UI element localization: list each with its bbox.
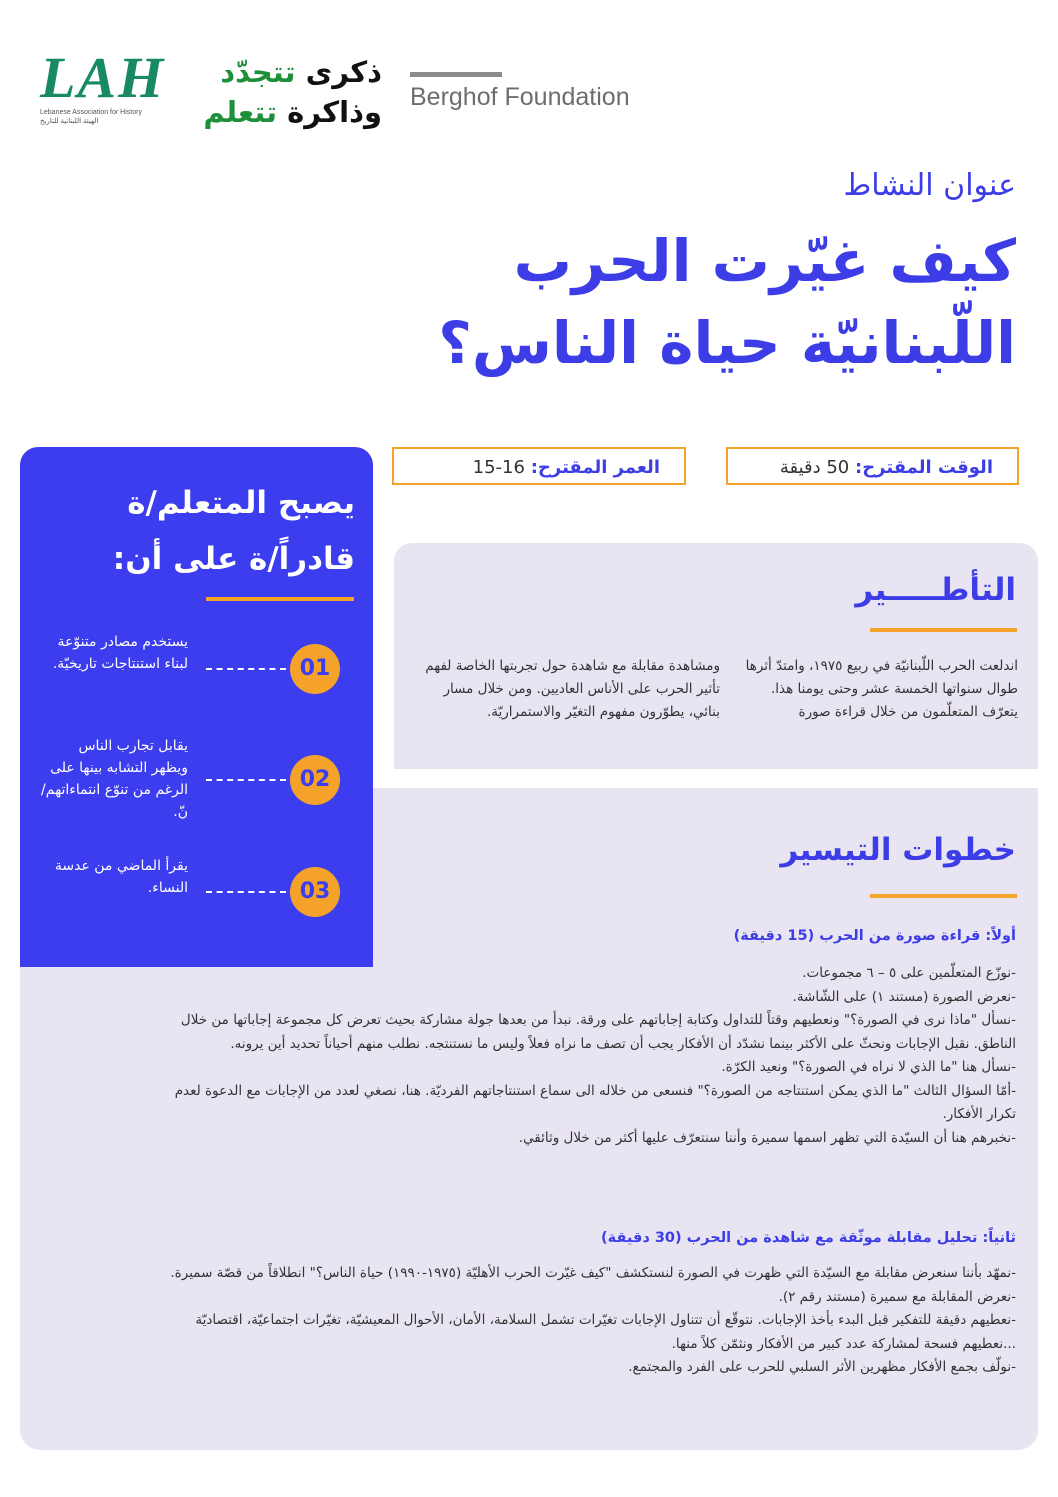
page-title <box>438 220 1016 384</box>
step-one-item: -نوزّع المتعلّمين على ٥ – ٦ مجموعات. <box>802 965 1016 981</box>
steps-title: خطوات التيسير <box>780 832 1016 868</box>
berghof-logo-bar <box>410 72 502 77</box>
steps-underline <box>870 894 1017 898</box>
objective-connector <box>206 891 286 893</box>
step-two-heading: ثانياً: تحليل مقابلة موثّقة مع شاهدة من الحرب (30 دقيقة) <box>601 1230 1016 1246</box>
objective-connector <box>206 779 286 781</box>
objective-text: يستخدم مصادر متنوّعة لبناء استنتاجات تاريخيّة. <box>52 634 188 672</box>
step-two-item: -نولّف بجمع الأفكار مظهرين الأثر السلبي للحرب على الفرد والمجتمع. <box>628 1359 1016 1375</box>
lah-logo-english: Lebanese Association for History <box>40 109 142 116</box>
age-label: العمر المقترح: <box>530 457 660 478</box>
dhikra-word-2: تتجدّد <box>220 55 296 89</box>
berghof-logo <box>410 72 650 122</box>
dhikra-word-3: وذاكرة <box>287 95 382 129</box>
framing-text-2: ومشاهدة مقابلة مع شاهدة حول تجربتها الخاصة لفهم تأثير الحرب على الأناس العاديين. ومن خلال مسار بنائي، يطوّرون مفهوم التغيّر والاستمراريّة. <box>425 658 720 720</box>
time-value: 50 دقيقة <box>779 457 850 478</box>
lah-logo-arabic: الهيئة اللبنانية للتاريخ <box>40 118 99 125</box>
age-box <box>392 447 686 485</box>
objective-number-badge: 01 <box>290 644 340 694</box>
objectives-title <box>113 475 355 587</box>
objective-number-badge: 03 <box>290 867 340 917</box>
dhikra-logo <box>182 52 382 137</box>
page-title-line-2: اللّبنانيّة حياة الناس؟ <box>438 309 1016 377</box>
time-box <box>726 447 1019 485</box>
time-label: الوقت المقترح: <box>855 457 993 478</box>
objective-connector <box>206 668 286 670</box>
step-two-item: -نعطيهم دقيقة للتفكير قبل البدء بأخذ الإجابات. نتوقّع أن تتناول الإجابات تغيّرات تشمل السلامة، الأمان، الأحوال المعيشيّة، تغيّرات اجتماعيّة، اقتصاديّة ...نعطيهم فسحة لمشاركة عدد كبير من الأفكار ونثمّن كلاً منها. <box>195 1312 1016 1352</box>
page-title-line-1: كيف غيّرت الحرب <box>513 227 1016 295</box>
framing-title: التأطـــــير <box>855 572 1016 608</box>
objective-number-badge: 02 <box>290 755 340 805</box>
objectives-underline <box>206 597 354 601</box>
objective-text: يقرأ الماضي من عدسة النساء. <box>54 858 188 896</box>
framing-underline <box>870 628 1017 632</box>
step-one-item: -نخبرهم هنا أن السيّدة التي تظهر اسمها سميرة وأننا سنتعرّف عليها أكثر من خلال وثائقي. <box>518 1129 1016 1146</box>
step-two-item: -نعرض المقابلة مع سميرة (مستند رقم ٢). <box>778 1288 1016 1305</box>
step-one-item: -نسأل هنا "ما الذي لا نراه في الصورة؟" ونعيد الكرّة. <box>721 1059 1016 1075</box>
objectives-title-line-2: قادراً/ة على أن: <box>112 541 355 577</box>
berghof-logo-text: Berghof Foundation <box>410 83 630 111</box>
framing-text-1: اندلعت الحرب اللّبنانيّة في ربيع ١٩٧٥، وامتدّ أثرها طوال سنواتها الخمسة عشر وحتى يومنا هذا. يتعرّف المتعلّمون من خلال قراءة صورة <box>745 658 1018 720</box>
step-one-list <box>166 962 1016 1150</box>
step-two-list <box>166 1262 1016 1380</box>
step-two-item: -نمهّد بأننا سنعرض مقابلة مع السيّدة التي ظهرت في الصورة لنستكشف "كيف غيّرت الحرب الأهليّة (١٩٧٥-١٩٩٠) حياة الناس؟" انطلاقاً من قصّة سميرة. <box>170 1265 1016 1281</box>
step-one-heading: أولاً: قراءة صورة من الحرب (15 دقيقة) <box>733 928 1016 944</box>
dhikra-word-1: ذكرى <box>305 55 382 89</box>
lah-logo <box>40 45 170 138</box>
step-one-item: -أمّا السؤال الثالث "ما الذي يمكن استنتاجه من الصورة؟" فنسعى من خلاله الى سماع استنتاجاتهم الفرديّة. هنا، نصغي لعدد من الإجابات مع الدعوة لعدم تكرار الأفكار. <box>174 1082 1016 1122</box>
objectives-title-line-1: يصبح المتعلم/ة <box>127 485 355 521</box>
objectives-card <box>20 447 373 967</box>
dhikra-word-4: تتعلم <box>203 95 278 129</box>
activity-label: عنوان النشاط <box>843 168 1016 203</box>
age-value: 15-16 <box>472 457 525 478</box>
step-one-item: -نعرض الصورة (مستند ١) على الشّاشة. <box>792 988 1016 1005</box>
lah-logo-mark: LAH <box>40 45 166 110</box>
objective-text: يقابل تجارب الناس ويظهر التشابه بينها على الرغم من تنوّع انتماءاتهم/نّ. <box>41 738 188 820</box>
step-one-item: -نسأل "ماذا نرى في الصورة؟" ونعطيهم وقتاً للتداول وكتابة إجاباتهم على ورقة. نبدأ من بعدها جولة مشاركة بحيث تعرض كل مجموعة إجاباتها من خلال الناطق. نقبل الإجابات ونحثّ على الأكثر بينما نشدّد أن الأفكار يجب أن تصف ما نراه فعلاً وليس ما نستنتجه. نطلب منهم أحياناً تحديد أين يرونه. <box>180 1012 1016 1052</box>
